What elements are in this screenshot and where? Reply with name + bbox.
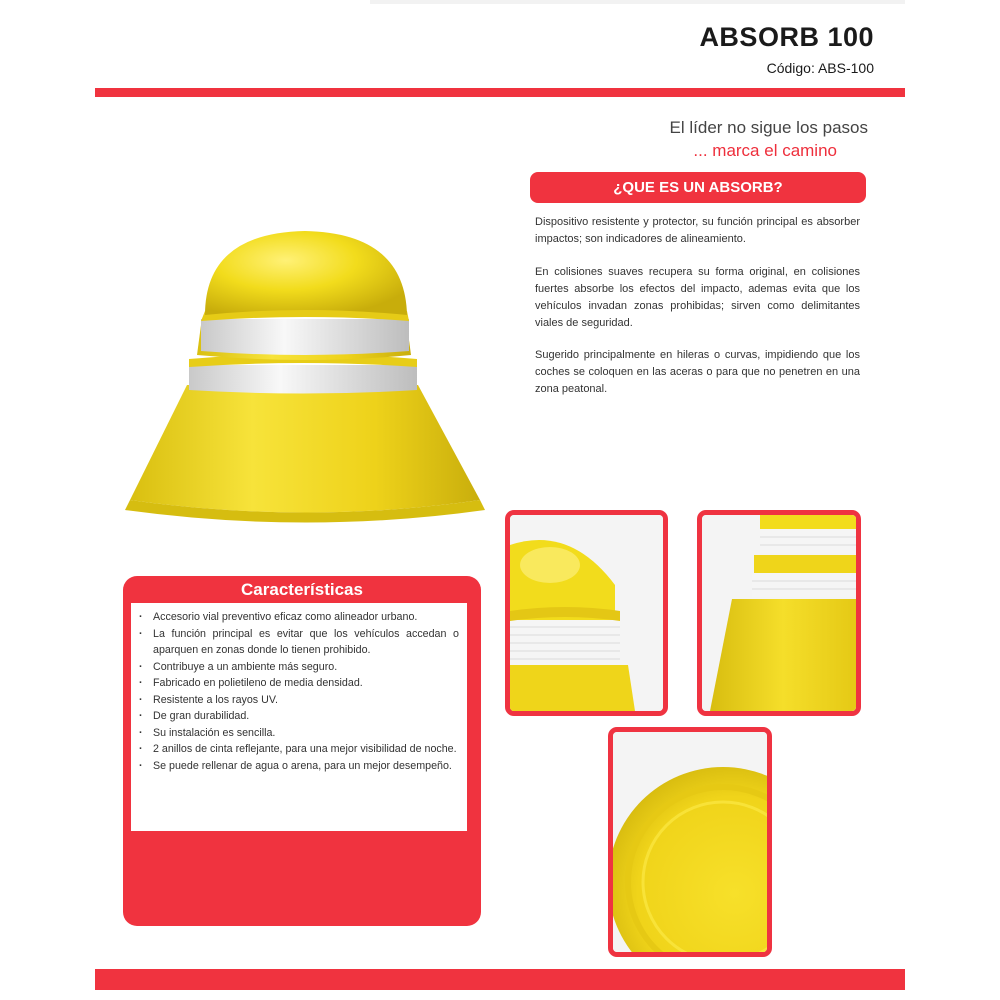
header-divider [95,88,905,97]
footer-bar [95,969,905,990]
feature-item: · Resistente a los rayos UV. [153,692,459,709]
detail-photo-top-view [608,727,772,957]
product-title: ABSORB 100 [699,22,874,52]
slogan-line-1: El líder no sigue los pasos [669,118,868,137]
features-panel [123,576,481,926]
feature-item: · Accesorio vial preventivo eficaz como alineador urbano. [153,609,459,626]
slogan-line-2: ... marca el camino [693,141,837,160]
features-list [131,603,467,831]
product-code: Código: ABS-100 [766,60,874,76]
absorb-product-image [125,225,490,525]
detail-photo-dome [505,510,668,716]
feature-item: · Su instalación es sencilla. [153,725,459,742]
features-heading: Características [241,580,363,599]
feature-item: · Contribuye a un ambiente más seguro. [153,659,459,676]
feature-item: · Se puede rellenar de agua o arena, para un mejor desempeño. [153,758,459,775]
about-paragraph-1: Dispositivo resistente y protector, su función principal es absorber impactos; son indicadores de alineamiento. [535,216,860,245]
top-line [370,0,905,4]
feature-item: · 2 anillos de cinta reflejante, para una mejor visibilidad de noche. [153,741,459,758]
about-paragraph-2: En colisiones suaves recupera su forma original, en colisiones fuertes absorbe los efectos del impacto, ademas evita que los vehículos invadan zonas prohibidas; sirven como delimitantes viales de seguridad. [535,266,860,329]
about-heading: ¿QUE ES UN ABSORB? [530,172,866,203]
about-paragraph-3: Sugerido principalmente en hileras o curvas, impidiendo que los coches se coloquen en las aceras o para que no penetren en una zona peatonal. [535,349,860,395]
feature-item: · De gran durabilidad. [153,708,459,725]
feature-item: · La función principal es evitar que los vehículos accedan o aparquen en zonas donde lo tienen prohibido. [153,626,459,659]
detail-photo-rings [697,510,861,716]
feature-item: · Fabricado en polietileno de media densidad. [153,675,459,692]
